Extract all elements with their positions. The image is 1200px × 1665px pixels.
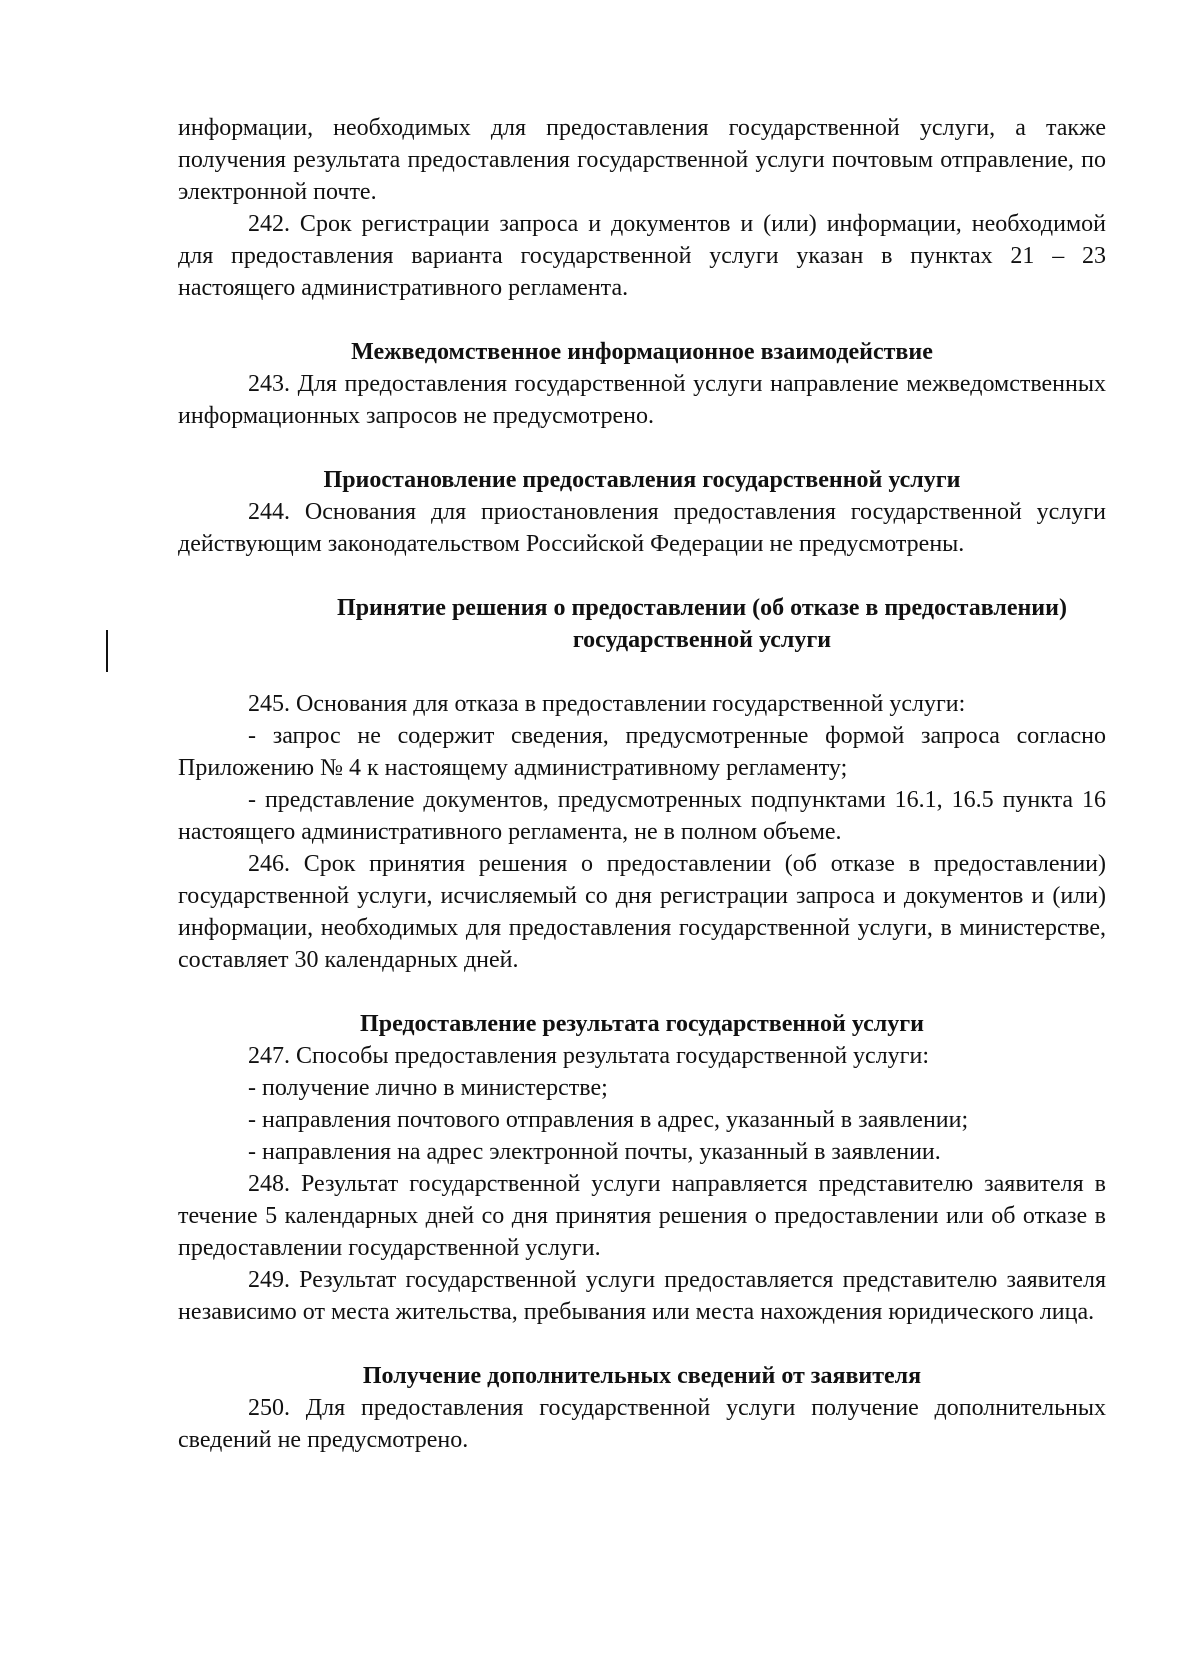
document-body xyxy=(178,112,1106,1456)
paragraph-245: 245. Основания для отказа в предоставлении государственной услуги: xyxy=(248,691,966,717)
paragraph-247-item-1: - получение лично в министерстве; xyxy=(248,1075,608,1101)
paragraph-249: 249. Результат государственной услуги предоставляется представителю заявителя независимо от места жительства, пребывания или места нахождения юридического лица. xyxy=(178,1267,1106,1325)
paragraph-247-item-3: - направления на адрес электронной почты, указанный в заявлении. xyxy=(248,1139,941,1165)
paragraph-242: 242. Срок регистрации запроса и документов и (или) информации, необходимой для предоставления варианта государственной услуги указан в пунктах 21 – 23 настоящего административного регламента. xyxy=(178,211,1106,301)
paragraph-243: 243. Для предоставления государственной услуги направление межведомственных информационных запросов не предусмотрено. xyxy=(178,371,1106,429)
section-heading-decision-line-1: Принятие решения о предоставлении (об отказе в предоставлении) xyxy=(337,595,1067,621)
paragraph-246: 246. Срок принятия решения о предоставлении (об отказе в предоставлении) государственной услуги, исчисляемый со дня регистрации запроса и документов и (или) информации, необходимых для предоставления государственной услуги, в министерстве, составляет 30 календарных дней. xyxy=(178,851,1106,973)
section-heading-result: Предоставление результата государственной услуги xyxy=(360,1011,924,1037)
paragraph-241-continuation: информации, необходимых для предоставления государственной услуги, а также получения результата предоставления государственной услуги почтовым отправление, по электронной почте. xyxy=(178,115,1106,205)
section-heading-interagency: Межведомственное информационное взаимодействие xyxy=(351,339,933,365)
paragraph-245-item-2: - представление документов, предусмотренных подпунктами 16.1, 16.5 пункта 16 настоящего административного регламента, не в полном объеме. xyxy=(178,787,1106,845)
paragraph-244: 244. Основания для приостановления предоставления государственной услуги действующим законодательством Российской Федерации не предусмотрены. xyxy=(178,499,1106,557)
section-heading-suspension: Приостановление предоставления государственной услуги xyxy=(323,467,961,493)
section-heading-decision-line-2: государственной услуги xyxy=(572,627,832,653)
section-heading-additional-info: Получение дополнительных сведений от заявителя xyxy=(362,1363,922,1389)
margin-change-bar xyxy=(106,630,108,672)
paragraph-245-item-1: - запрос не содержит сведения, предусмотренные формой запроса согласно Приложению № 4 к настоящему административному регламенту; xyxy=(178,723,1106,781)
paragraph-250: 250. Для предоставления государственной услуги получение дополнительных сведений не предусмотрено. xyxy=(178,1395,1106,1453)
paragraph-247: 247. Способы предоставления результата государственной услуги: xyxy=(248,1043,930,1069)
paragraph-248: 248. Результат государственной услуги направляется представителю заявителя в течение 5 календарных дней со дня принятия решения о предоставлении или об отказе в предоставлении государственной услуги. xyxy=(178,1171,1106,1261)
paragraph-247-item-2: - направления почтового отправления в адрес, указанный в заявлении; xyxy=(248,1107,969,1133)
